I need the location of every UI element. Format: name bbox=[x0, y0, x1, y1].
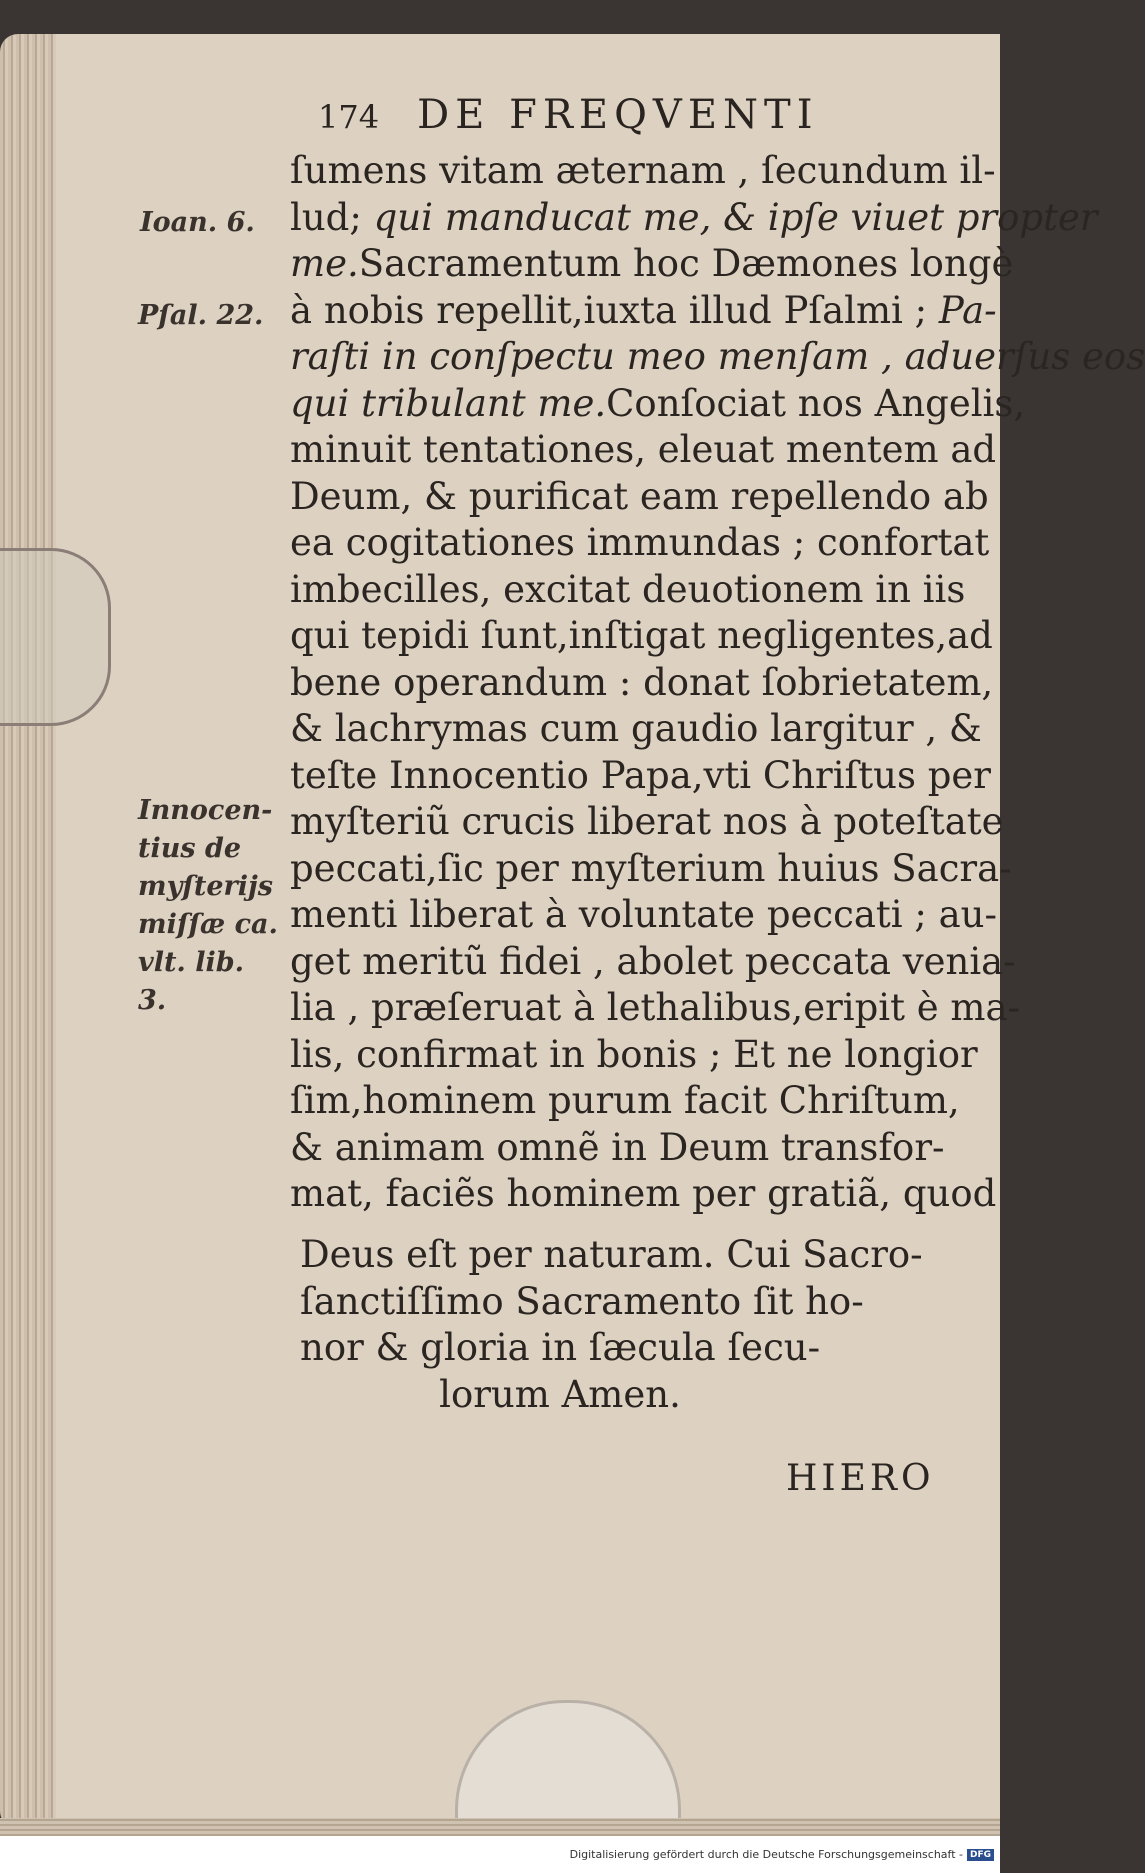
text-line bbox=[290, 241, 1014, 288]
text-segment: lud; bbox=[290, 195, 374, 239]
text-line bbox=[290, 381, 1026, 428]
text-line bbox=[290, 1078, 975, 1125]
margin-note-innocentius bbox=[138, 792, 278, 1020]
text-segment: get meritũ fidei , abolet peccata venia- bbox=[290, 939, 1016, 983]
text-segment: Conſociat nos Angelis, bbox=[606, 381, 1026, 425]
text-line bbox=[290, 520, 990, 567]
text-line bbox=[290, 1125, 975, 1172]
text-line bbox=[290, 846, 1012, 893]
text-segment: teſte Innocentio Papa,vti Chriſtus per bbox=[290, 753, 991, 797]
margin-note-line: vlt. lib. bbox=[138, 947, 245, 978]
text-segment: lis, confirmat in bonis ; Et ne longior bbox=[290, 1032, 978, 1076]
text-line bbox=[290, 706, 982, 753]
closing-line: Deus eſt per naturam. Cui Sacro- bbox=[300, 1233, 923, 1276]
page-clip bbox=[0, 548, 111, 726]
text-line bbox=[290, 334, 1145, 381]
text-line bbox=[290, 985, 1021, 1032]
text-line bbox=[290, 660, 994, 707]
margin-note-line: myſterijs bbox=[138, 871, 273, 902]
page-edges bbox=[0, 34, 56, 1829]
margin-note-psal: Pſal. 22. bbox=[138, 300, 264, 331]
text-line bbox=[290, 567, 975, 614]
text-segment: Deum, & purificat eam repellendo ab bbox=[290, 474, 989, 518]
text-segment: ſim,hominem purum facit Chriſtum, bbox=[290, 1079, 960, 1122]
text-line bbox=[290, 1032, 978, 1079]
text-segment: me. bbox=[290, 242, 359, 285]
text-line bbox=[290, 799, 1004, 846]
catchword: HIERO bbox=[786, 1458, 935, 1499]
text-segment: qui manducat me, & ipſe viuet propter bbox=[373, 195, 1098, 239]
text-segment: Pa- bbox=[938, 288, 997, 332]
footer-credit: Digitalisierung gefördert durch die Deutsche Forschungsgemeinschaft - bbox=[569, 1848, 963, 1861]
bottom-edge bbox=[0, 1818, 1000, 1836]
closing-line: nor & gloria in ſæcula ſecu- bbox=[300, 1326, 821, 1369]
margin-note-line: tius de bbox=[138, 833, 242, 864]
text-line bbox=[290, 753, 991, 800]
margin-note-line: 3. bbox=[138, 985, 167, 1016]
text-segment: imbecilles, excitat deuotionem in iis bbox=[290, 567, 966, 611]
text-line bbox=[290, 613, 993, 660]
text-segment: à nobis repellit,iuxta illud Pſalmi ; bbox=[290, 288, 939, 332]
text-line bbox=[290, 427, 997, 474]
page-number: 174 bbox=[318, 98, 380, 136]
text-segment: & animam omnẽ in Deum transfor- bbox=[290, 1125, 945, 1169]
margin-note-line: Innocen- bbox=[138, 795, 273, 826]
text-line bbox=[290, 892, 998, 939]
text-line bbox=[290, 939, 1016, 986]
text-line bbox=[290, 474, 989, 521]
text-segment: mat, faciẽs hominem per gratiã, quod bbox=[290, 1172, 997, 1215]
text-segment: ſumens vitam æternam , ſecundum il- bbox=[290, 149, 996, 192]
text-segment: peccati,ſic per myſterium huius Sacra- bbox=[290, 846, 1012, 890]
text-segment: bene operandum : donat ſobrietatem, bbox=[290, 660, 994, 704]
text-segment: menti liberat à voluntate peccati ; au- bbox=[290, 893, 998, 936]
closing-line: ſanctiſſimo Sacramento ſit ho- bbox=[300, 1279, 864, 1323]
closing-text bbox=[300, 1232, 923, 1418]
dfg-logo-icon: DFG bbox=[967, 1849, 994, 1861]
text-segment: Sacramentum hoc Dæmones longè bbox=[358, 242, 1014, 285]
text-segment: raſti in conſpectu meo menſam , aduerſus eos bbox=[290, 335, 1145, 378]
text-line bbox=[290, 148, 996, 195]
text-segment: qui tepidi ſunt,inſtigat negligentes,ad bbox=[290, 614, 993, 657]
text-segment: lia , præſeruat à lethalibus,eripit è ma- bbox=[290, 986, 1021, 1029]
closing-line: lorum Amen. bbox=[439, 1372, 681, 1416]
text-segment: qui tribulant me. bbox=[290, 381, 607, 425]
margin-note-line: miſſæ ca. bbox=[138, 909, 278, 940]
running-title: DE FREQVENTI bbox=[417, 92, 819, 138]
main-text bbox=[290, 148, 1145, 1218]
margin-note-ioan: Ioan. 6. bbox=[140, 207, 255, 238]
digitization-footer bbox=[0, 1836, 1000, 1873]
text-line bbox=[290, 195, 1098, 242]
text-segment: & lachrymas cum gaudio largitur , & bbox=[290, 707, 982, 750]
text-segment: myſteriũ crucis liberat nos à poteſtate bbox=[290, 800, 1004, 843]
text-line bbox=[290, 1171, 997, 1218]
text-segment: ea cogitationes immundas ; confortat bbox=[290, 521, 990, 564]
text-line bbox=[290, 288, 997, 335]
text-segment: minuit tentationes, eleuat mentem ad bbox=[290, 428, 997, 471]
running-header bbox=[318, 92, 819, 138]
